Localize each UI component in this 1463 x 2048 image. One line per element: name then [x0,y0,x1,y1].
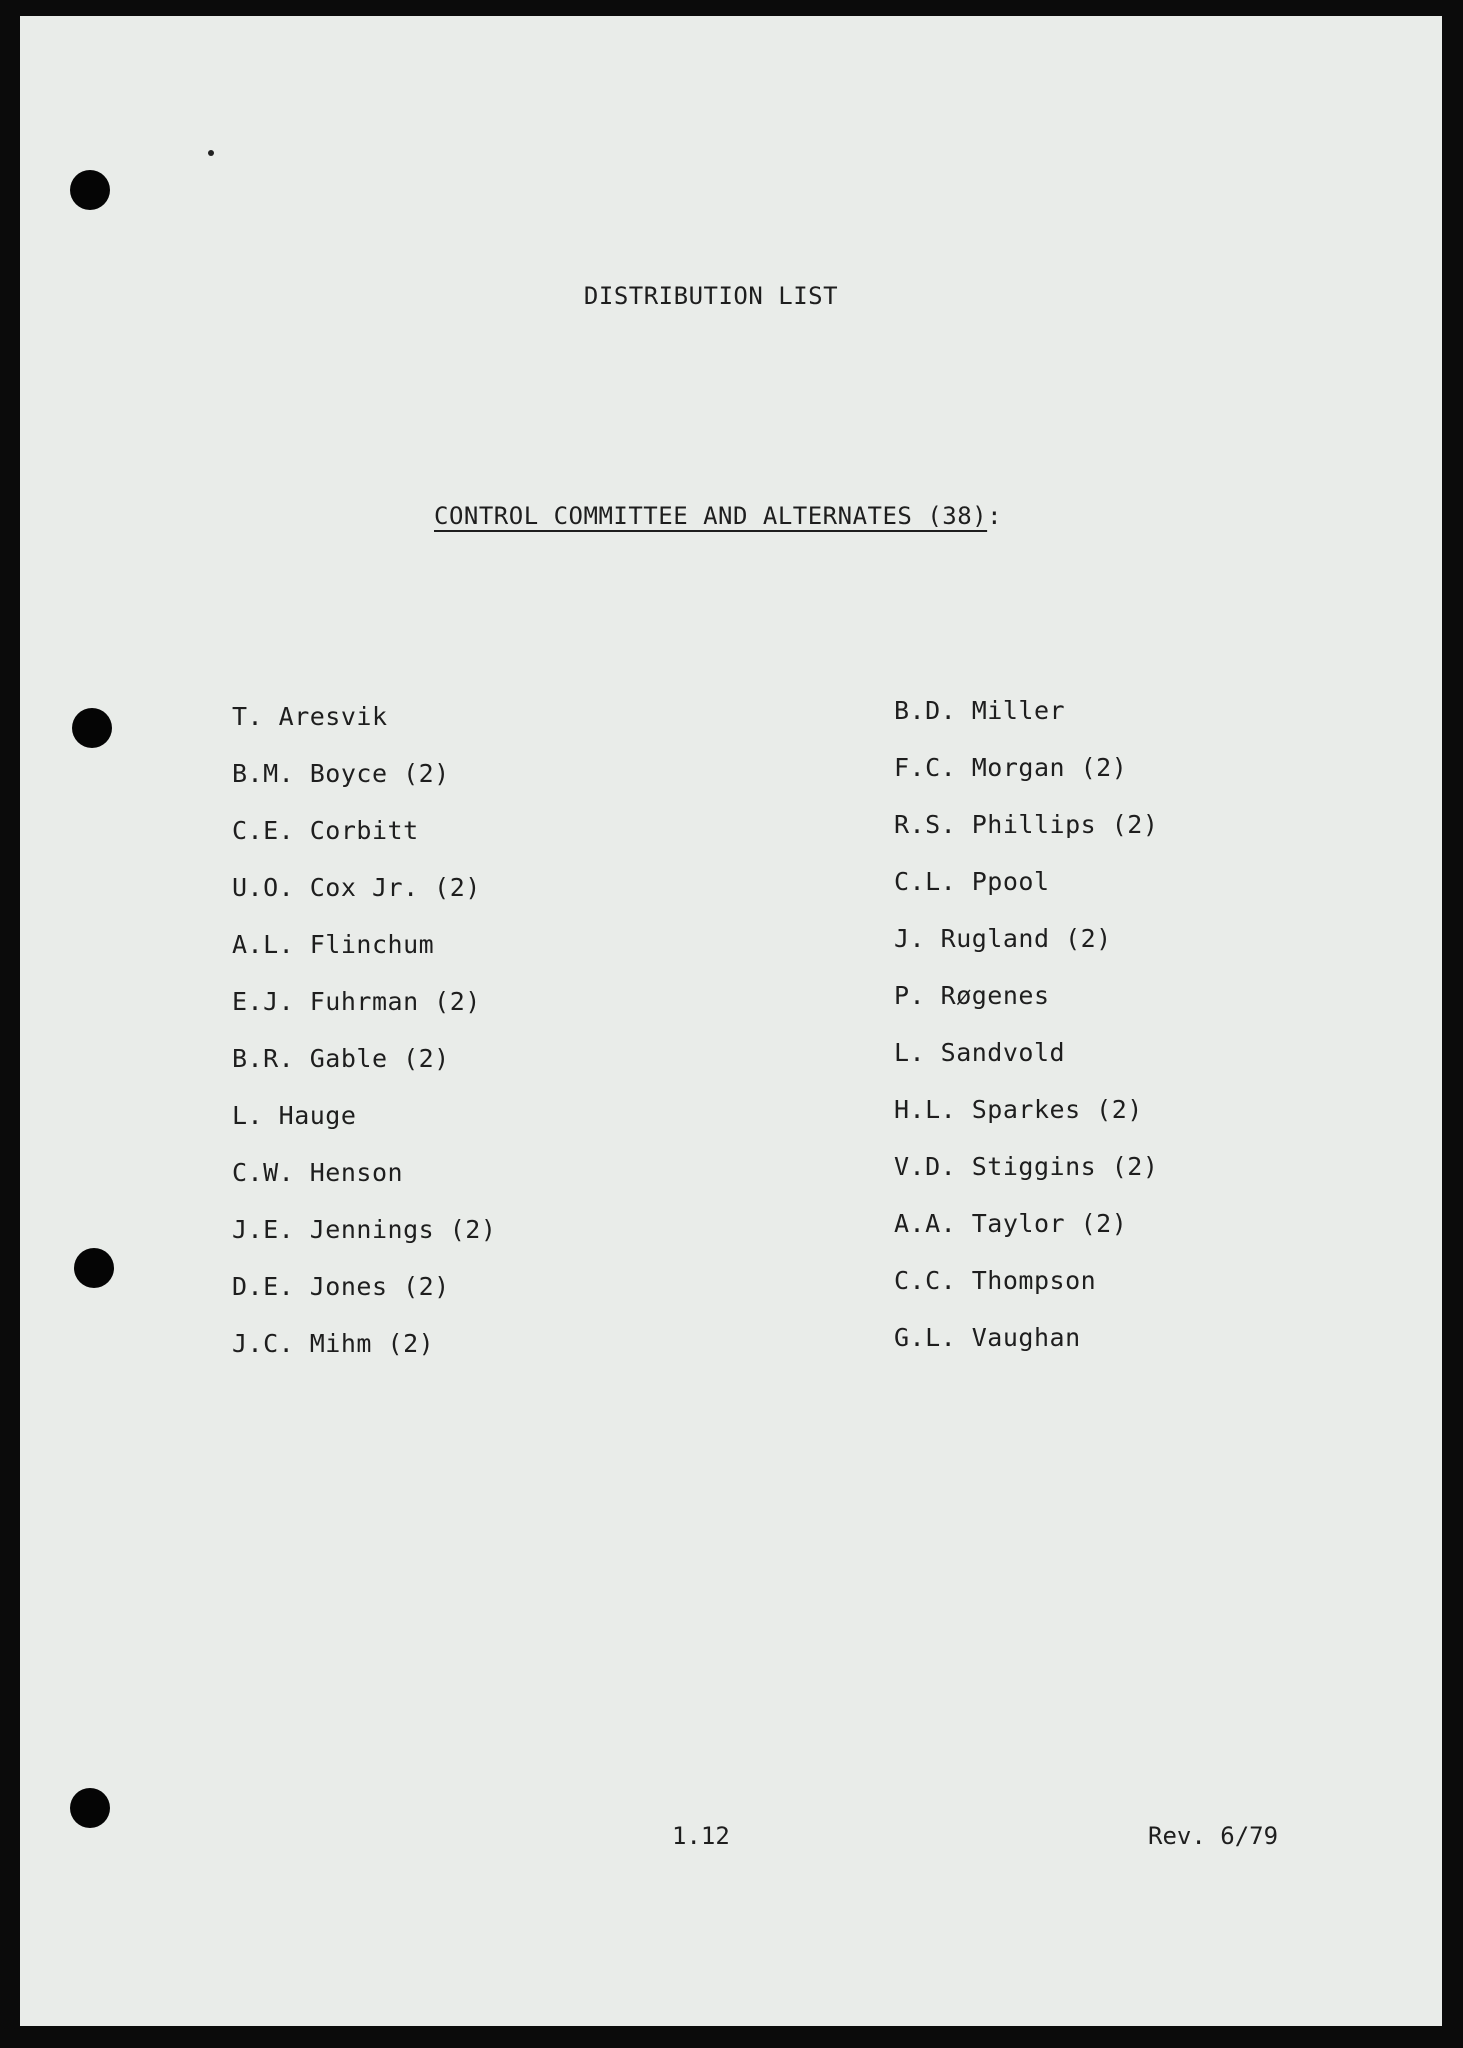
distribution-list-item: E.J. Fuhrman (2) [232,987,481,1016]
section-heading [434,502,1002,530]
distribution-list-item: R.S. Phillips (2) [894,810,1159,839]
distribution-list-item: F.C. Morgan (2) [894,753,1128,782]
document-title: DISTRIBUTION LIST [583,282,839,310]
distribution-list-item: U.O. Cox Jr. (2) [232,873,481,902]
distribution-list-item: B.R. Gable (2) [232,1044,450,1073]
distribution-list-item: D.E. Jones (2) [232,1272,450,1301]
distribution-list-item: J.C. Mihm (2) [232,1329,435,1358]
punch-hole [70,1788,110,1828]
distribution-list-item: J.E. Jennings (2) [232,1215,497,1244]
distribution-list-item: B.D. Miller [894,696,1066,725]
punch-hole [70,170,110,210]
distribution-list-item: G.L. Vaughan [894,1323,1081,1352]
distribution-list-item: A.L. Flinchum [232,930,435,959]
distribution-list-right-column [894,696,1158,1380]
ink-speck [208,150,214,156]
section-heading-text: CONTROL COMMITTEE AND ALTERNATES (38) [434,502,988,530]
distribution-list-item: L. Sandvold [894,1038,1066,1067]
punch-hole [72,708,112,748]
distribution-list-item: C.C. Thompson [894,1266,1097,1295]
distribution-list-item: V.D. Stiggins (2) [894,1152,1159,1181]
punch-hole [74,1248,114,1288]
page-number: 1.12 [672,1822,730,1850]
document-page [20,16,1442,2026]
distribution-list-item: P. Røgenes [894,981,1050,1010]
revision-label: Rev. 6/79 [1148,1822,1279,1850]
distribution-list-left-column [232,702,496,1386]
distribution-list-item: C.E. Corbitt [232,816,419,845]
section-heading-colon: : [987,502,1003,530]
distribution-list-item: H.L. Sparkes (2) [894,1095,1143,1124]
distribution-list-item: T. Aresvik [232,702,388,731]
distribution-list-item: A.A. Taylor (2) [894,1209,1128,1238]
distribution-list-item: J. Rugland (2) [894,924,1112,953]
distribution-list-item: C.L. Ppool [894,867,1050,896]
distribution-list-item: L. Hauge [232,1101,357,1130]
distribution-list-item: B.M. Boyce (2) [232,759,450,788]
distribution-list-item: C.W. Henson [232,1158,404,1187]
